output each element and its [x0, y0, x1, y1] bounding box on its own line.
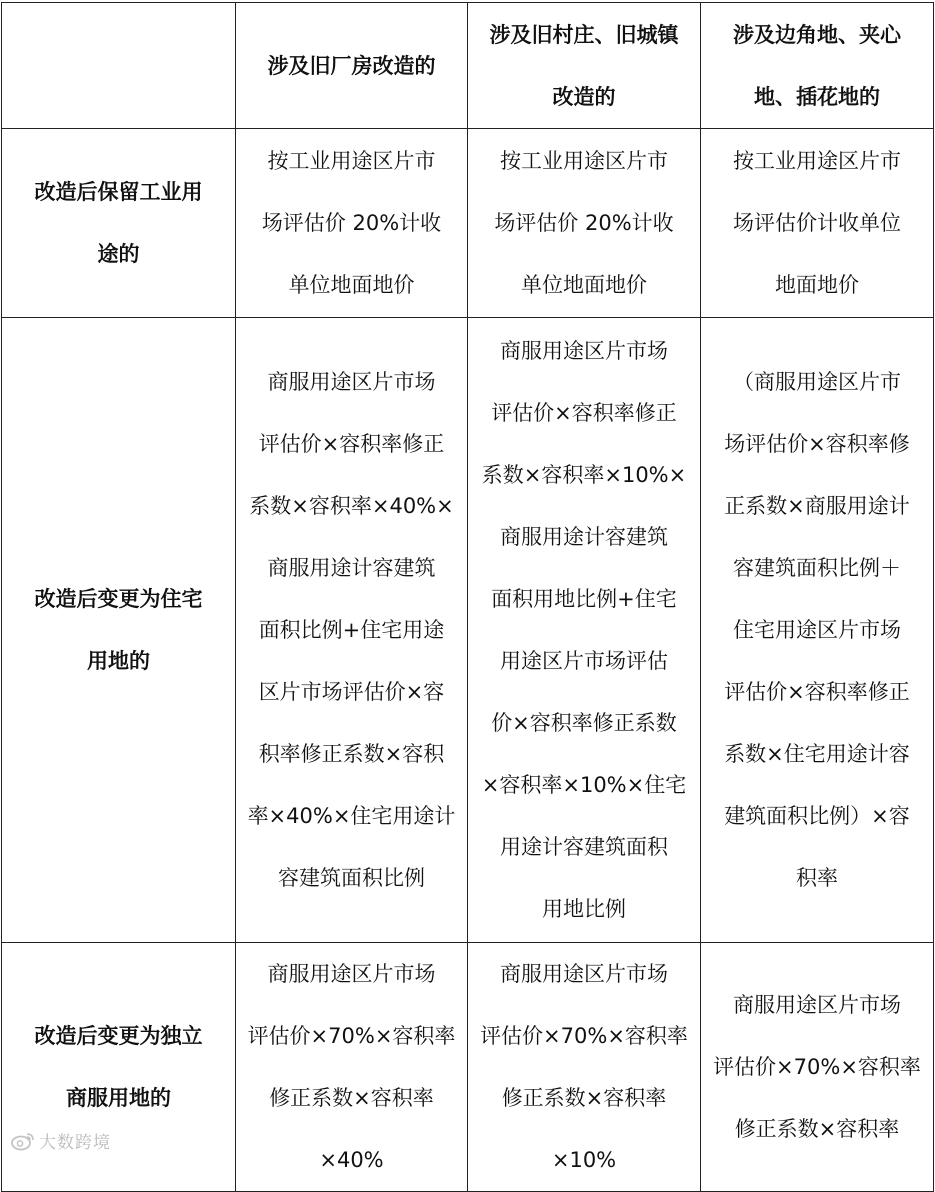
row-label-to-commercial: 改造后变更为独立 商服用地的 [2, 943, 236, 1192]
cell-commercial-corner: 商服用途区片市场 评估价×70%×容积率 修正系数×容积率 [701, 943, 934, 1192]
cell-residential-factory: 商服用途区片市场 评估价×容积率修正 系数×容积率×40%× 商服用途计容建筑 面积比例+住宅用途 区片市场评估价×容 积率修正系数×容积 率×40%×住宅用途计 容建筑面积比例 [236, 318, 468, 943]
corner-cell [2, 3, 236, 129]
cell-residential-corner: （商服用途区片市 场评估价×容积率修 正系数×商服用途计 容建筑面积比例＋ 住宅用途区片市场 评估价×容积率修正 系数×住宅用途计容 建筑面积比例）×容 积率 [701, 318, 934, 943]
watermark [10, 1128, 111, 1156]
header-row [2, 3, 934, 129]
weibo-logo-icon [10, 1131, 36, 1156]
cell-residential-village: 商服用途区片市场 评估价×容积率修正 系数×容积率×10%× 商服用途计容建筑 面积用地比例+住宅 用途区片市场评估 价×容积率修正系数 ×容积率×10%×住宅 用途计容建筑面积 用地比例 [468, 318, 701, 943]
row-to-residential [2, 318, 934, 943]
cell-keep-industrial-corner: 按工业用途区片市 场评估价计收单位 地面地价 [701, 129, 934, 318]
header-corner-land: 涉及边角地、夹心 地、插花地的 [701, 3, 934, 129]
cell-commercial-village: 商服用途区片市场 评估价×70%×容积率 修正系数×容积率 ×10% [468, 943, 701, 1192]
row-to-commercial [2, 943, 934, 1192]
row-keep-industrial [2, 129, 934, 318]
cell-commercial-factory: 商服用途区片市场 评估价×70%×容积率 修正系数×容积率 ×40% [236, 943, 468, 1192]
cell-keep-industrial-village: 按工业用途区片市 场评估价 20%计收 单位地面地价 [468, 129, 701, 318]
cell-keep-industrial-factory: 按工业用途区片市 场评估价 20%计收 单位地面地价 [236, 129, 468, 318]
land-price-table [1, 2, 934, 1192]
watermark-text: 大数跨境 [39, 1133, 111, 1153]
row-label-keep-industrial: 改造后保留工业用 途的 [2, 129, 236, 318]
header-old-factory: 涉及旧厂房改造的 [236, 3, 468, 129]
header-old-village-town: 涉及旧村庄、旧城镇 改造的 [468, 3, 701, 129]
row-label-to-residential: 改造后变更为住宅 用地的 [2, 318, 236, 943]
